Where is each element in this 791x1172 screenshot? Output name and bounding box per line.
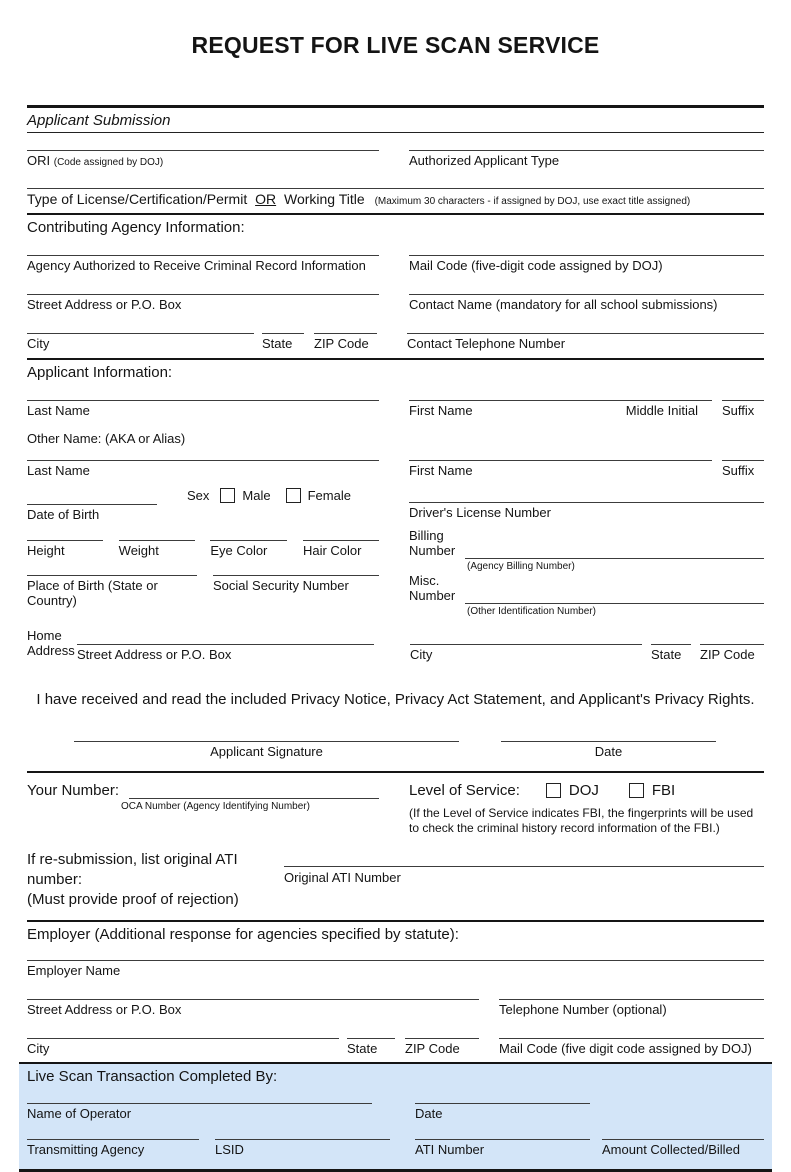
home-city-field[interactable] [410,644,642,662]
mail-code-label: Mail Code (five-digit code assigned by DOJ) [409,258,663,273]
male-label: Male [242,488,271,503]
employer-state-field[interactable] [347,1038,395,1056]
ati-number-field[interactable] [415,1139,590,1157]
operator-name-label: Name of Operator [27,1105,132,1121]
agency-city-label: City [27,336,50,351]
column-gap [379,294,409,312]
resubmission-line2: (Must provide proof of rejection) [27,891,239,909]
fbi-checkbox[interactable] [629,783,644,798]
billing-number-label: Billing Number [409,528,456,558]
home-zip-label: ZIP Code [700,646,755,662]
original-ati-line[interactable] [284,850,764,867]
contact-phone-label: Contact Telephone Number [407,336,566,351]
ssn-label: Social Security Number [213,578,349,593]
employer-header: Employer (Additional response for agencies specified by statute): [27,925,459,943]
lsid-field[interactable] [215,1139,390,1157]
employer-mail-code-label: Mail Code (five digit code assigned by DOJ) [499,1040,752,1056]
male-checkbox[interactable] [220,488,235,503]
dob-field[interactable] [27,504,157,522]
gap [339,1038,347,1056]
aka-suffix-field[interactable] [722,460,764,478]
doj-checkbox[interactable] [546,783,561,798]
female-label: Female [307,488,351,503]
column-gap [379,460,409,478]
agency-state-label: State [262,336,293,351]
employer-city-field[interactable] [27,1038,339,1056]
agency-zip-field[interactable] [314,333,377,351]
female-checkbox[interactable] [286,488,301,503]
agency-city-field[interactable] [27,333,254,351]
authorized-applicant-type-field[interactable] [409,150,764,168]
amount-field[interactable] [602,1139,764,1157]
level-of-service-label: Level of Service: [409,781,520,799]
license-type-label: Type of License/Certification/Permit [27,191,248,207]
suffix-label: Suffix [722,403,755,418]
billing-number-hint: (Agency Billing Number) [467,560,575,572]
resubmission-label [27,850,274,911]
misc-number-label: Misc. Number [409,572,456,603]
ssn-field[interactable] [213,575,379,608]
agency-state-field[interactable] [262,333,304,351]
signature-date-field[interactable] [501,741,716,759]
employer-street-field[interactable] [27,999,479,1017]
contact-name-field[interactable] [409,294,764,312]
agency-zip-label: ZIP Code [314,336,369,351]
section-divider [27,771,764,773]
column-gap [479,1038,499,1056]
home-state-label: State [651,646,682,662]
column-gap [372,1103,415,1121]
gap [27,741,74,759]
home-address-label: Home Address [27,627,75,658]
contact-phone-field[interactable] [407,333,764,351]
gap [390,1139,415,1157]
home-city-label: City [410,646,433,662]
livescan-header: Live Scan Transaction Completed By: [27,1067,278,1085]
original-ati-label: Original ATI Number [284,869,401,885]
eye-color-field[interactable] [210,540,287,558]
lsid-label: LSID [215,1141,244,1157]
eye-color-label: Eye Color [210,543,268,558]
other-name-label: Other Name: (AKA or Alias) [27,431,186,446]
agency-street-label: Street Address or P.O. Box [27,297,182,312]
home-street-field[interactable] [77,644,374,662]
your-number-line[interactable] [129,782,379,799]
doj-label: DOJ [568,781,599,799]
dob-label: Date of Birth [27,507,100,522]
gap [642,644,651,662]
gap [304,333,314,351]
contributing-agency-header: Contributing Agency Information: [27,219,245,236]
mail-code-field[interactable] [409,255,764,273]
employer-zip-field[interactable] [405,1038,479,1056]
applicant-info-header: Applicant Information: [27,364,173,381]
agency-authorized-label: Agency Authorized to Receive Criminal Record Information [27,258,366,273]
height-field[interactable] [27,540,103,558]
your-number-label: Your Number: [27,781,119,799]
employer-city-label: City [27,1040,50,1056]
employer-zip-label: ZIP Code [405,1040,460,1056]
contact-name-label: Contact Name (mandatory for all school submissions) [409,297,718,312]
gap [590,1139,602,1157]
employer-state-label: State [347,1040,378,1056]
license-type-label2: Working Title [284,191,365,207]
ori-label: ORI [27,153,51,168]
livescan-date-label: Date [415,1105,443,1121]
transmitting-agency-field[interactable] [27,1139,199,1157]
authorized-applicant-type-label: Authorized Applicant Type [409,153,560,168]
your-number-field[interactable] [27,782,379,799]
employer-phone-field[interactable] [499,999,764,1017]
home-zip-field[interactable] [700,644,764,662]
fbi-note: (If the Level of Service indicates FBI, the fingerprints will be used to check the criminal history record information of the FBI.) [409,805,754,836]
misc-number-field[interactable] [409,574,764,604]
license-type-or: OR [255,191,277,207]
oca-number-hint: OCA Number (Agency Identifying Number) [121,800,310,812]
privacy-statement: I have received and read the included Privacy Notice, Privacy Act Statement, and Applicant's Privacy Rights. [36,690,755,708]
gap [254,333,262,351]
first-name-label: First Name [409,403,473,418]
license-type-hint: (Maximum 30 characters - if assigned by DOJ, use exact title assigned) [374,196,691,207]
gap [459,741,501,759]
column-gap [379,150,409,168]
weight-field[interactable] [119,540,195,558]
employer-street-label: Street Address or P.O. Box [27,1001,182,1017]
gap [712,460,722,478]
place-of-birth-field[interactable] [27,575,197,608]
first-name-field[interactable] [409,400,712,418]
sex-label: Sex [187,488,210,503]
suffix-field[interactable] [722,400,764,418]
billing-number-field[interactable] [409,529,764,559]
transmitting-agency-label: Transmitting Agency [27,1141,145,1157]
home-street-label: Street Address or P.O. Box [77,646,232,662]
aka-first-name-label: First Name [409,463,473,478]
livescan-section [19,1062,772,1172]
employer-name-field[interactable] [27,960,764,978]
agency-street-field[interactable] [27,294,379,312]
gap [712,400,722,418]
column-gap [379,488,409,617]
page-title: REQUEST FOR LIVE SCAN SERVICE [191,32,600,58]
hair-color-label: Hair Color [302,543,362,558]
column-gap [379,255,409,273]
last-name-field[interactable] [27,400,379,418]
employer-name-label: Employer Name [27,962,121,978]
applicant-signature-label: Applicant Signature [210,743,323,759]
middle-initial-label: Middle Initial [625,403,698,418]
agency-authorized-field[interactable] [27,255,379,273]
last-name-label: Last Name [27,403,90,418]
livescan-date-field[interactable] [415,1103,590,1121]
amount-label: Amount Collected/Billed [602,1141,741,1157]
column-gap [479,999,499,1017]
aka-first-name-field[interactable] [409,460,712,478]
gap [395,1038,405,1056]
ori-field[interactable] [27,150,379,168]
employer-mail-code-field[interactable] [499,1038,764,1056]
hair-color-field[interactable] [303,540,379,558]
aka-last-name-label: Last Name [27,463,90,478]
place-of-birth-label: Place of Birth (State or Country) [27,578,158,608]
ati-number-label: ATI Number [415,1141,485,1157]
column-gap [377,333,407,351]
gap [199,1139,215,1157]
operator-name-field[interactable] [27,1103,372,1121]
column-gap [379,782,409,837]
employer-phone-label: Telephone Number (optional) [499,1001,667,1017]
misc-number-line[interactable] [465,588,764,604]
applicant-signature-field[interactable] [74,741,459,759]
weight-label: Weight [118,543,159,558]
height-label: Height [27,543,65,558]
signature-date-label: Date [594,743,623,759]
aka-last-name-field[interactable] [27,460,379,478]
license-type-field[interactable] [27,188,764,207]
column-gap [374,644,410,662]
drivers-license-field[interactable] [409,502,764,520]
applicant-submission-header: Applicant Submission [27,108,764,133]
misc-number-hint: (Other Identification Number) [467,605,596,617]
gap [691,644,700,662]
drivers-license-label: Driver's License Number [409,505,551,520]
ori-hint: (Code assigned by DOJ) [53,157,164,168]
home-state-field[interactable] [651,644,691,662]
column-gap [379,400,409,418]
fbi-label: FBI [651,781,676,799]
billing-number-line[interactable] [465,543,764,559]
resubmission-line1: If re-submission, list original ATI number: [27,850,238,889]
aka-suffix-label: Suffix [722,463,755,478]
